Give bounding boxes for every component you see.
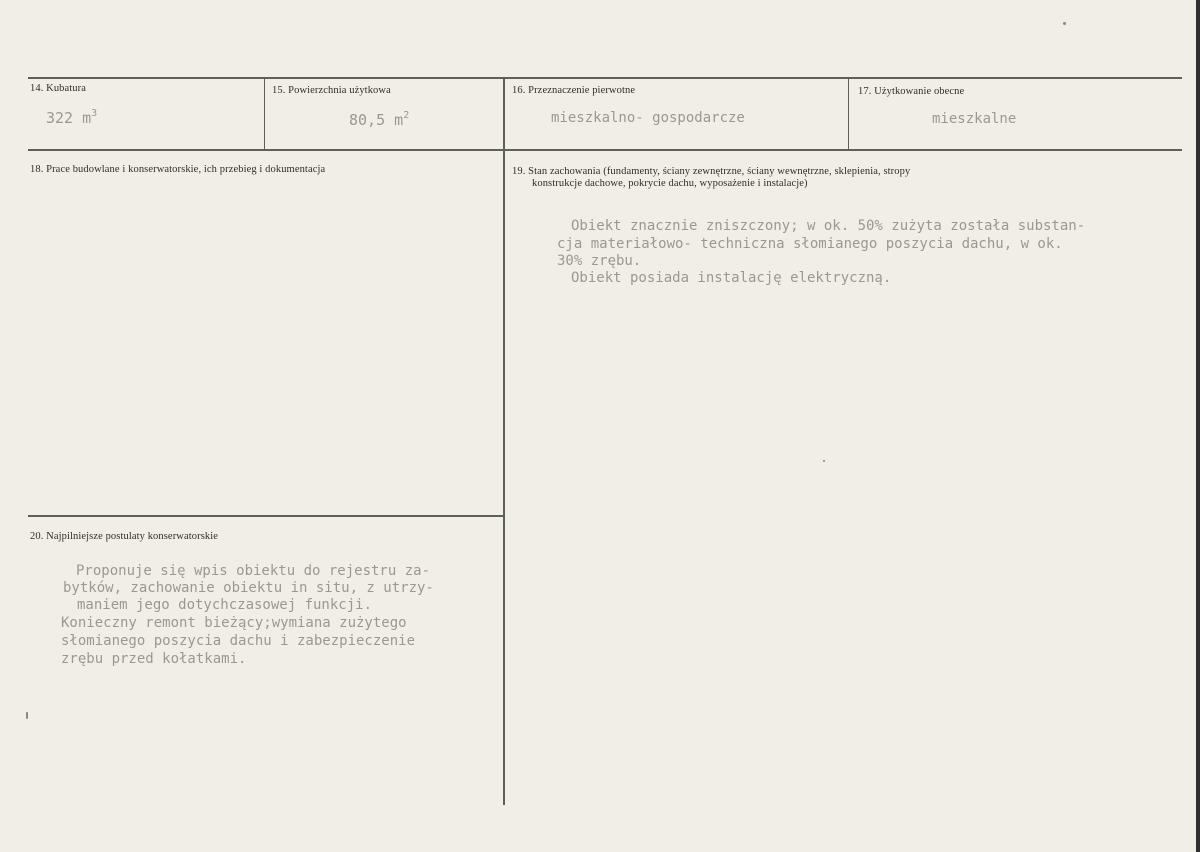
- field-19-line: 30% zrębu.: [557, 253, 642, 269]
- field-14-value-text: 322 m: [46, 109, 92, 127]
- field-20-line: Konieczny remont bieżący;wymiana zużytego: [61, 615, 407, 631]
- field-15-value-text: 80,5 m: [349, 111, 404, 129]
- field-15-value: [349, 108, 409, 128]
- field-17-label: 17. Użytkowanie obecne: [858, 86, 965, 97]
- field-20-line: zrębu przed kołatkami.: [61, 651, 247, 667]
- field-20-line: Proponuje się wpis obiektu do rejestru za-: [76, 563, 431, 579]
- field-19-line: Obiekt znacznie zniszczony; w ok. 50% zużyta została substan-: [571, 218, 1086, 234]
- field-20-line: maniem jego dotychczasowej funkcji.: [77, 597, 373, 613]
- field-20-line: bytków, zachowanie obiektu in situ, z utrzy-: [63, 580, 434, 596]
- field-14-unit-exponent: 3: [91, 108, 98, 119]
- field-17-value: mieszkalne: [932, 111, 1017, 127]
- field-19-line: Obiekt posiada instalację elektryczną.: [571, 270, 892, 286]
- left-split-rule: [28, 515, 504, 517]
- field-14-label: 14. Kubatura: [30, 83, 87, 94]
- row-rule: [28, 149, 1182, 151]
- divider-3: [848, 77, 849, 150]
- field-19-label-line-1: 19. Stan zachowania (fundamenty, ściany zewnętrzne, ściany wewnętrzne, sklepienia, stropy: [512, 166, 911, 177]
- top-rule: [28, 77, 1182, 79]
- field-20-label: 20. Najpilniejsze postulaty konserwatorskie: [30, 531, 219, 542]
- paper-speck: [26, 712, 28, 719]
- field-18-label: 18. Prace budowlane i konserwatorskie, ich przebieg i dokumentacja: [30, 164, 326, 175]
- field-14-value: [46, 106, 97, 126]
- divider-1: [264, 77, 265, 150]
- field-19-line: cja materiałowo- techniczna słomianego poszycia dachu, w ok.: [557, 236, 1063, 252]
- paper-speck: [823, 460, 825, 462]
- field-16-value: mieszkalno- gospodarcze: [551, 110, 745, 126]
- field-19-label-line-2: konstrukcje dachowe, pokrycie dachu, wyposażenie i instalacje): [532, 178, 808, 189]
- field-16-label: 16. Przeznaczenie pierwotne: [512, 85, 636, 96]
- divider-2: [503, 77, 505, 805]
- paper-speck: [1063, 22, 1066, 25]
- field-15-label: 15. Powierzchnia użytkowa: [272, 85, 391, 96]
- field-15-unit-exponent: 2: [403, 110, 410, 121]
- field-20-line: słomianego poszycia dachu i zabezpieczenie: [61, 633, 416, 649]
